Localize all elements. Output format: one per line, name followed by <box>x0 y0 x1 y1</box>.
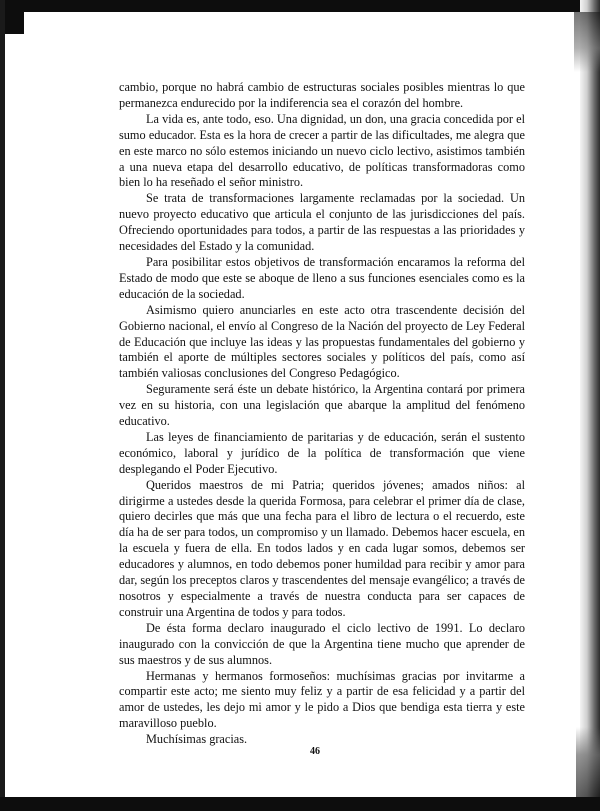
paragraph: Para posibilitar estos objetivos de transformación encaramos la reforma del Estado de modo que este se aboque de lleno a sus funciones esenciales como es la educación de la sociedad. <box>119 254 525 301</box>
paragraph: Seguramente será éste un debate histórico, la Argentina contará por primera vez en su historia, con una legislación que abarque la amplitud del fenómeno educativo. <box>119 382 525 429</box>
paragraph: La vida es, ante todo, eso. Una dignidad, un don, una gracia concedida por el sumo educador. Esta es la hora de crecer a partir de las dificultades, me alegra que en este marco no sólo estemos iniciando un nuevo ciclo lectivo, asistimos también a una nueva etapa del desarrollo educativo, de políticas transformadoras como bien lo ha reseñado el señor ministro. <box>119 111 525 190</box>
paragraph-closing: Muchísimas gracias. <box>146 732 248 747</box>
scan-shadow-right-top <box>574 12 600 72</box>
paragraph: Queridos maestros de mi Patria; queridos jóvenes; amados niños: al dirigirme a ustedes desde la querida Formosa, para celebrar el primer día de clase, quiero decirles que más que una fecha para el libro de lectura o el recuerdo, este día ha de ser para todos, un compromiso y un llamado. Debemos hacer escuela, en la escuela y fuera de ella. En todos lados y en cada lugar somos, debemos ser educadores y alumnos, en todo debemos poner humildad para recibir y amor para dar, según los preceptos claros y trascendentes del mensaje evangélico; a través de nosotros y especialmente a través de nuestra conducta para ser capaces de construir una Argentina de todos y para todos. <box>119 477 525 619</box>
paragraph: Asimismo quiero anunciarles en este acto otra trascendente decisión del Gobierno nacional, el envío al Congreso de la Nación del proyecto de Ley Federal de Educación que incluye las ideas y las propuestas fundamentales del gobierno y también el aporte de múltiples sectores sociales y políticos del país, como así también valiosas conclusiones del Congreso Pedagógico. <box>119 302 525 381</box>
page-body <box>119 80 525 748</box>
scan-edge-right <box>580 0 600 811</box>
paragraph-continuation: cambio, porque no habrá cambio de estructuras sociales posibles mientras lo que permanezca endurecido por la indiferencia sea el corazón del hombre. <box>119 80 525 110</box>
scan-edge-bottom <box>0 797 600 811</box>
scan-shadow-right-bottom <box>576 727 600 797</box>
paragraph: Las leyes de financiamiento de paritarias y de educación, serán el sustento económico, laboral y jurídico de la política de transformación que viene desplegando el Poder Ejecutivo. <box>119 429 525 476</box>
paragraph: De ésta forma declaro inaugurado el ciclo lectivo de 1991. Lo declaro inaugurado con la convicción de que la Argentina tiene mucho que aprender de sus maestros y de sus alumnos. <box>119 620 525 667</box>
page-number: 46 <box>310 746 320 757</box>
paragraph: Se trata de transformaciones largamente reclamadas por la sociedad. Un nuevo proyecto educativo que articula el conjunto de las jurisdicciones del país. Ofreciendo oportunidades para todos, a partir de las respuestas a las prioridades y necesidades del Estado y la comunidad. <box>119 191 525 254</box>
scan-edge-left <box>0 0 5 811</box>
scan-edge-top <box>0 0 600 12</box>
paragraph: Hermanas y hermanos formoseños: muchísimas gracias por invitarme a compartir este acto; me siento muy feliz y a partir de esa felicidad y a partir del amor de ustedes, les dejo mi amor y le pido a Dios que bendiga esta tierra y este maravilloso pueblo. <box>119 668 525 731</box>
